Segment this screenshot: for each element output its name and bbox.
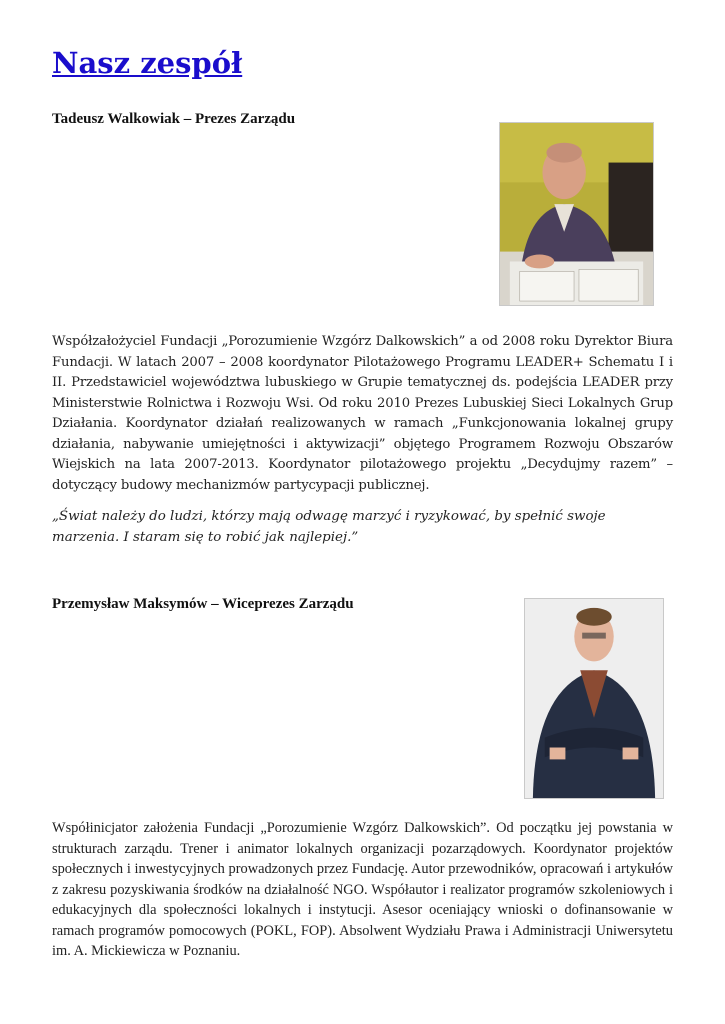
member-bio-walkowiak: Współzałożyciel Fundacji „Porozumienie Wzgórz Dalkowskich” a od 2008 roku Dyrektor Biura Fundacji. W latach 2007 – 2008 koordynator Pilotażowego Programu LEADER+ Schematu I i II. Przedstawiciel województwa lubuskiego w Grupie tematycznej ds. podejścia LEADER przy Ministerstwie Rolnictwa i Rozwoju Wsi. Od roku 2010 Prezes Lubuskiej Sieci Lokalnych Grup Działania. Koordynator działań realizowanych w ramach „Funkcjonowania lokalnej grupy działania, nabywanie umiejętności i aktywizacji” objętego Programem Rozwoju Obszarów Wiejskich na lata 2007-2013. Koordynator pilotażowego projektu „Decydujmy razem” – dotyczący budowy mechanizmów partycypacji publicznej. — [52, 334, 673, 493]
page-title-link[interactable]: Nasz zespół — [52, 46, 243, 80]
member-name-walkowiak: Tadeusz Walkowiak – Prezes Zarządu — [52, 111, 296, 127]
member-quote-walkowiak: „Świat należy do ludzi, którzy mają odwagę marzyć i ryzykować, by spełnić swoje marzenia. I staram się to robić jak najlepiej.” — [52, 509, 606, 545]
member-name-maksymow: Przemysław Maksymów – Wiceprezes Zarządu — [52, 596, 354, 612]
member-photo-maksymow — [524, 598, 664, 799]
member-bio-maksymow: Współinicjator założenia Fundacji „Porozumienie Wzgórz Dalkowskich”. Od początku jej powstania w strukturach zarządu. Trener i animator lokalnych organizacji pozarządowych. Koordynator projektów społecznych i inwestycyjnych prowadzonych przez Fundację. Autor przewodników, opracowań i artykułów z zakresu pozyskiwania środków na działalność NGO. Współautor i realizator programów szkoleniowych i edukacyjnych dla społeczności lokalnych i instytucji. Asesor oceniający wnioski o dofinansowanie w ramach programów pomocowych (POKL, FOP). Absolwent Wydziału Prawa i Administracji Uniwersytetu im. A. Mickiewicza w Poznaniu. — [52, 820, 673, 959]
member-photo-walkowiak — [499, 122, 654, 306]
